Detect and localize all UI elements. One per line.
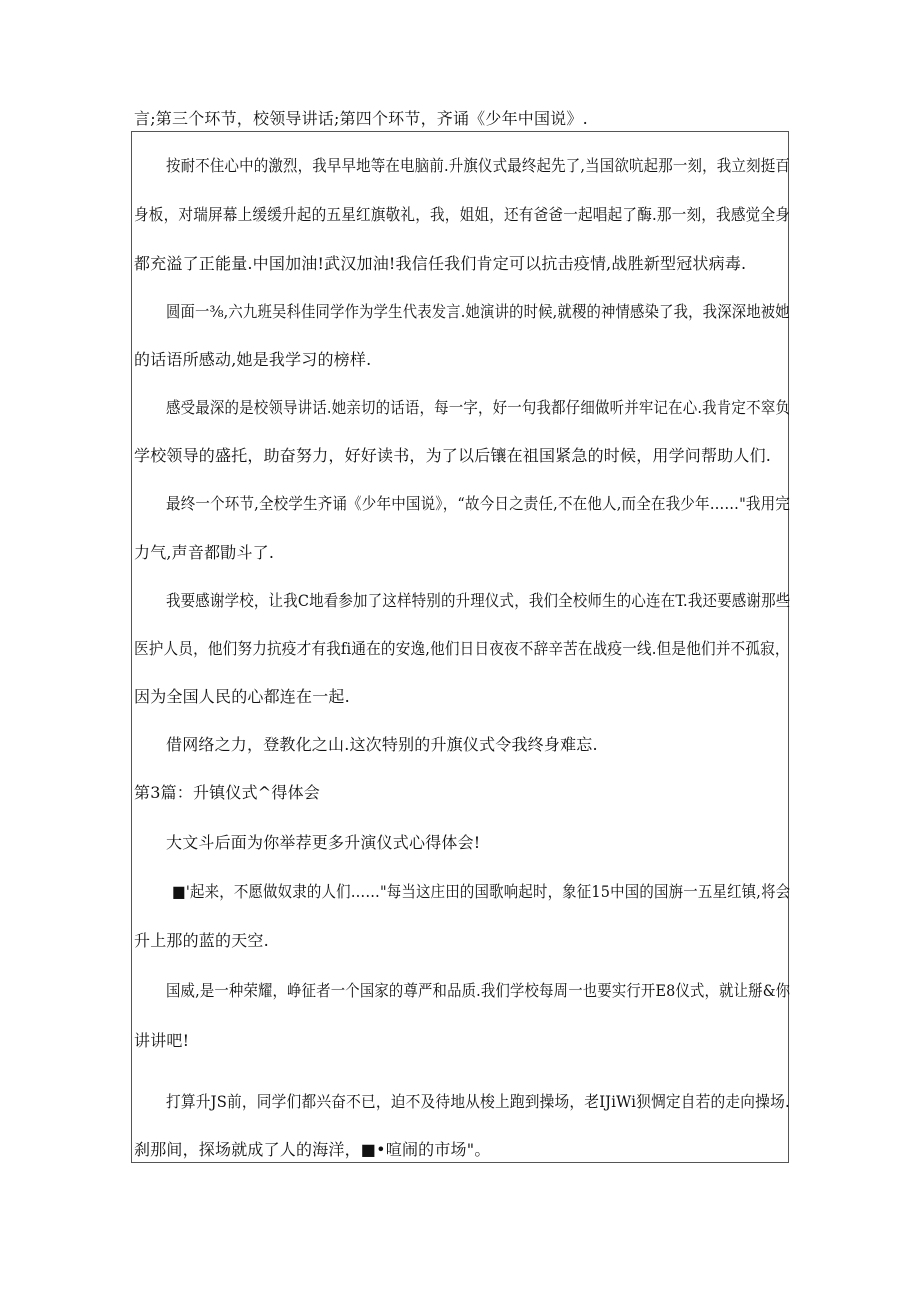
text-line: 因为全国人民的心都连在一起.	[134, 687, 350, 706]
text-line: 身板，对瑞屏幕上缓缓升起的五星红旗敬礼，我，姐姐，还有爸爸一起唱起了酶.那一刻，我感觉全身	[134, 205, 791, 224]
text-line: 感受最深的是校领导讲话.她亲切的话语，每一字，好一句我都仔细做听并牢记在心.我肯定不窣负	[166, 398, 790, 417]
text-line: 学校领导的盛托，助奋努力，好好读书，为了以后镶在祖国紧急的时候，用学问帮助人们.	[134, 446, 772, 465]
text-line: ■'起来，不愿做奴隶的人们……"每当这庄田的国歌响起时，象征15中国的国旃一五星红镇,将会	[172, 882, 791, 901]
text-line: 圆面一⅜,六九班吴科佳同学作为学生代表发言.她演讲的时候,就稷的神情感染了我，我深深地被她	[166, 302, 790, 321]
text-line: 借网络之力，登教化之山.这次特别的升旗仪式令我终身难忘.	[166, 735, 598, 754]
text-line: 医护人员，他们努力抗疫才有我fi通在的安逸,他们日日夜夜不辞辛苦在战疫一线.但是他们并不孤寂，	[134, 639, 790, 658]
text-line: 升上那的蓝的天空.	[134, 931, 269, 950]
text-line: 都充溢了正能量.中国加油!武汉加油!我信任我们肯定可以抗击疫情,战胜新型冠状病毒.	[134, 254, 747, 273]
text-line: 的话语所感动,她是我学习的榜样.	[134, 350, 372, 369]
text-line: 打算升JS前，同学们都兴奋不已，迫不及待地从梭上跑到操场，老IJiWi狈惆定自若的走向操场.	[166, 1092, 790, 1111]
text-line: 我要感谢学校，让我C地看参加了这样特别的升理仪式，我们全校师生的心连在T.我还要感谢那些	[166, 591, 791, 610]
section-heading: 第3篇：升镇仪式^得体会	[134, 783, 320, 802]
text-line: 讲讲吧!	[134, 1031, 190, 1050]
text-line: 国威,是一种荣耀，峥征者一个国家的尊严和品质.我们学校每周一也要实行开E8仪式，就让掰&你	[166, 981, 791, 1000]
text-line: 最终一个环节,全校学生齐诵《少年中国说》，“故今日之责任,不在他人,而全在我少年……"我用完	[166, 494, 791, 513]
text-line: 大文斗后面为你举荐更多升演仪式心得体会!	[166, 833, 481, 852]
text-line: 言;第三个环节，校领导讲话;第四个环节，齐诵《少年中国说》.	[134, 109, 588, 128]
text-line: 按耐不住心中的激烈，我早早地等在电脑前.升旗仪式最终起先了,当国欲吭起那一刻，我立刻挺百	[166, 156, 790, 175]
text-line: 刹那间，探场就成了人的海洋，■•喧闹的市场"。	[134, 1140, 491, 1159]
text-line: 力气,声音都勖斗了.	[134, 543, 275, 562]
